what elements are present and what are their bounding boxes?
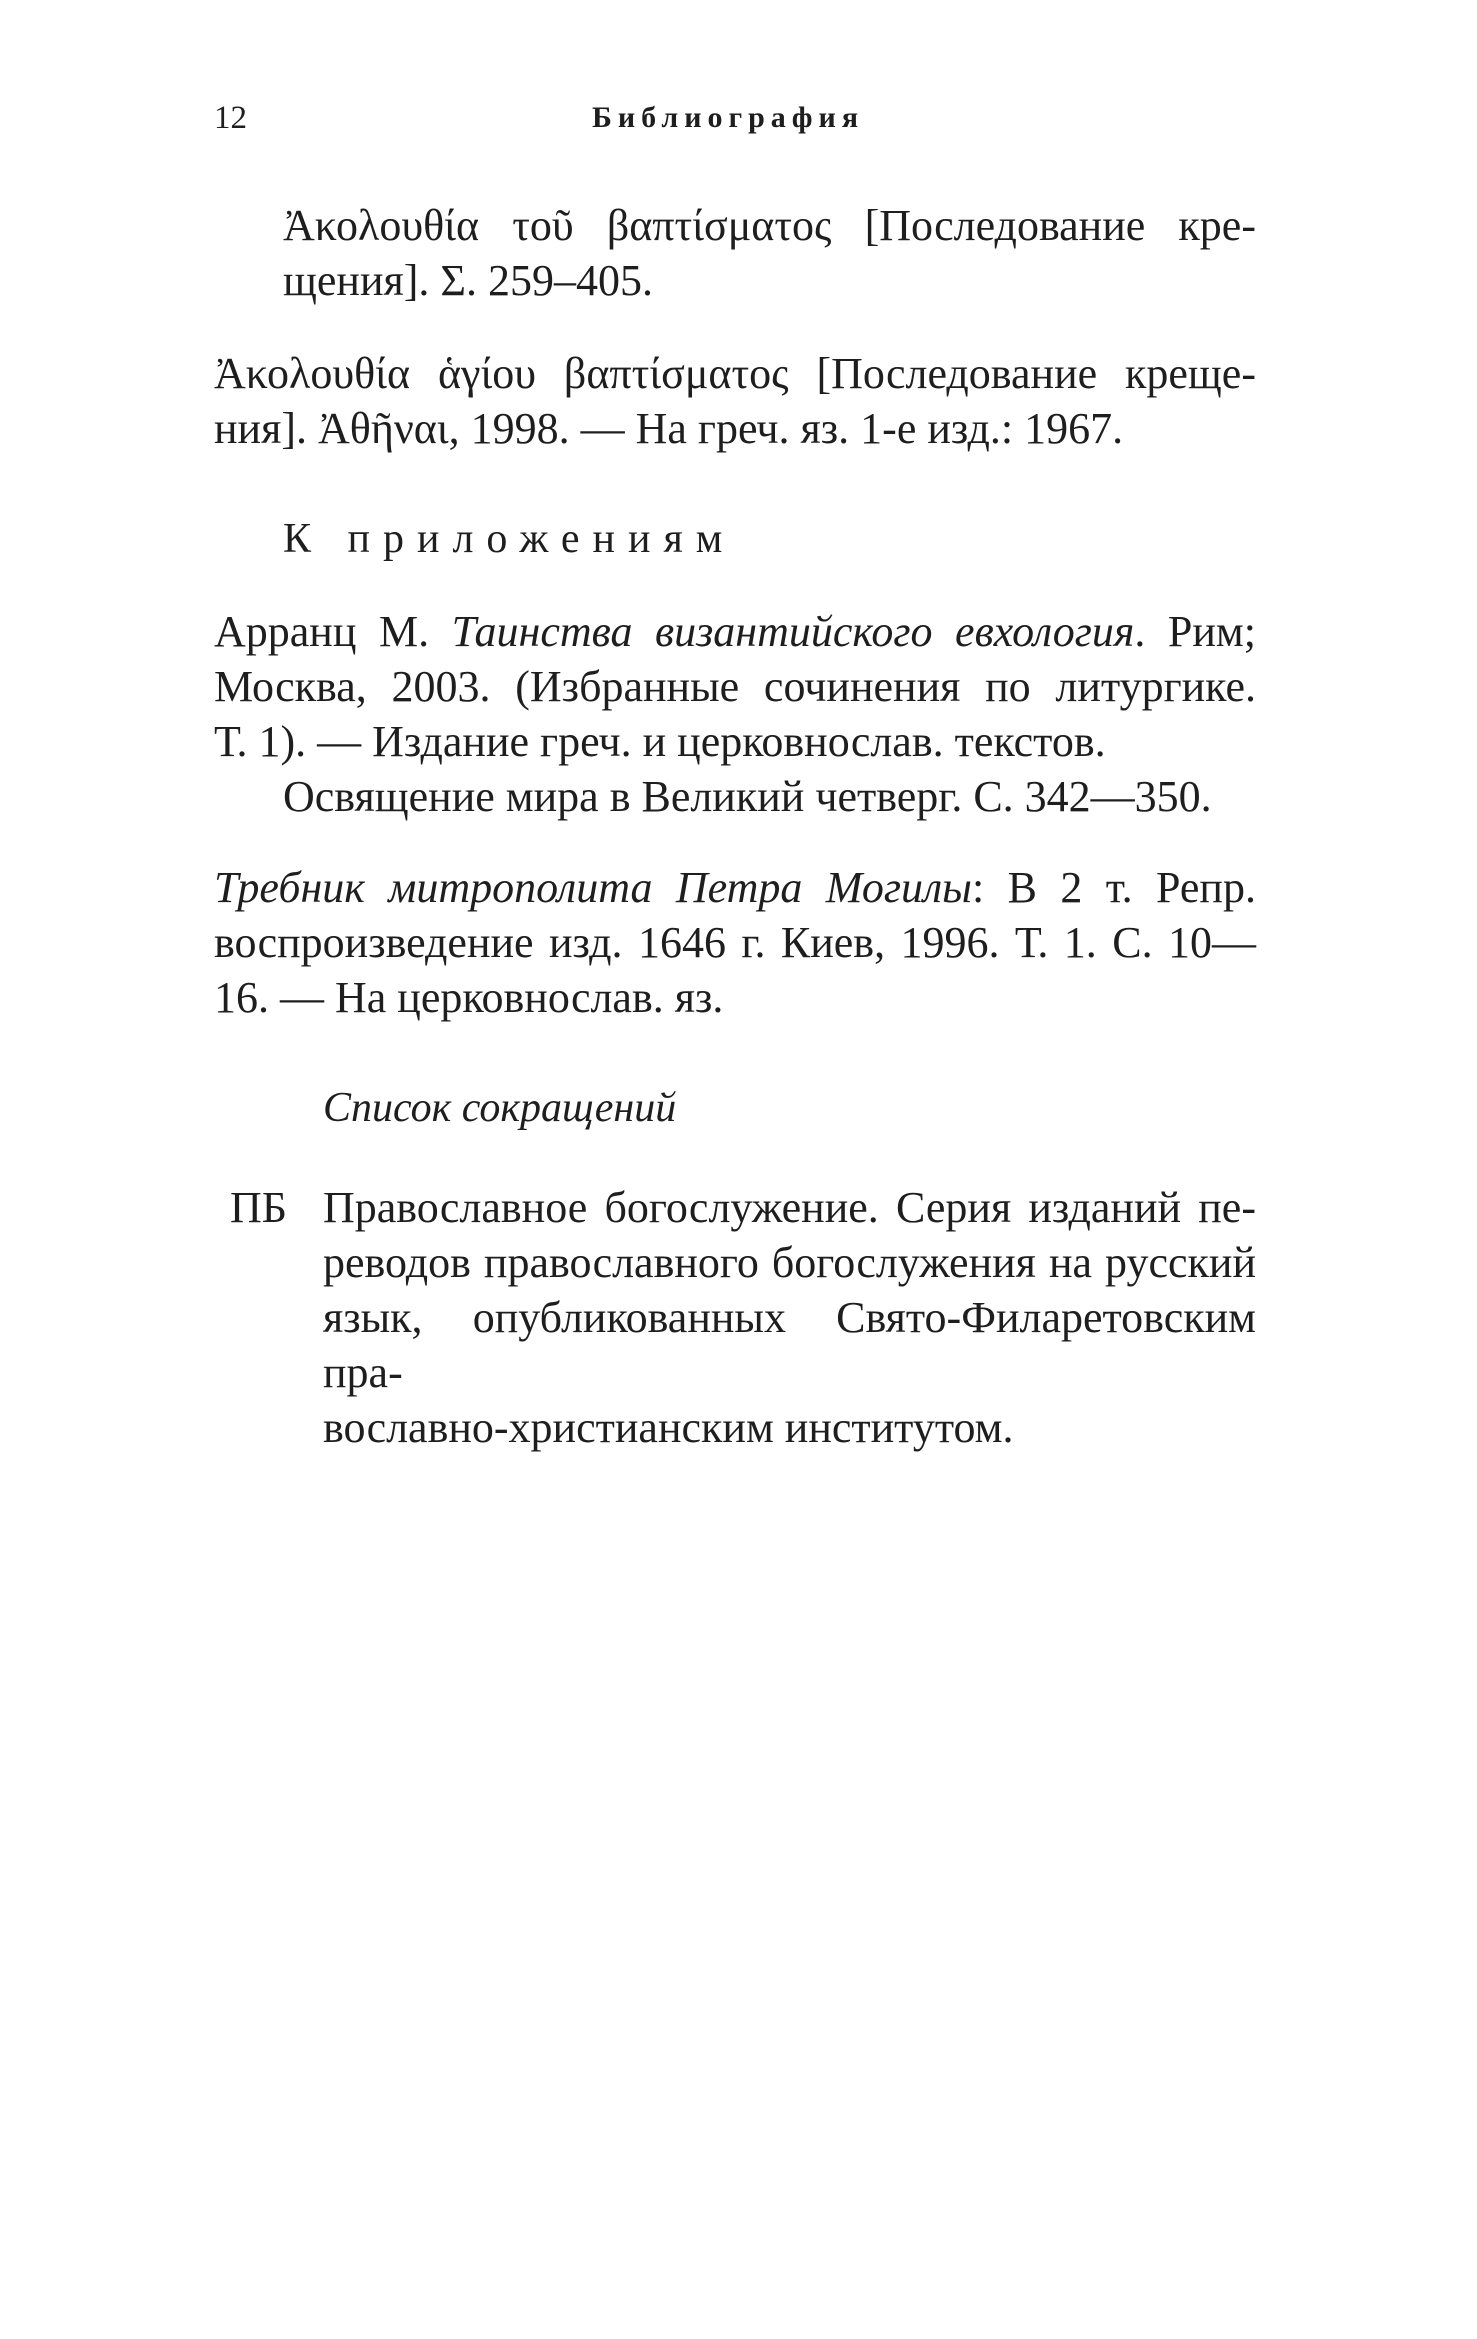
- entry-line-tail: . Рим;: [1134, 607, 1257, 656]
- entry-line: Т. 1). — Издание греч. и церковнослав. текстов.: [214, 717, 1106, 766]
- entry-line: Освящение мира в Великий четверг. С. 342—350.: [283, 772, 1212, 821]
- definition-line: Православное богослужение. Серия изданий пе-: [323, 1183, 1256, 1232]
- definition-line: язык, опубликованных Свято-Филаретовским пра-: [323, 1293, 1256, 1397]
- definition-line: вославно-христианским институтом.: [323, 1403, 1014, 1452]
- appendix-heading: К приложениям: [283, 516, 736, 562]
- entry-line: 16. — На церковнослав. яз.: [214, 973, 724, 1022]
- bibliography-entry: [214, 604, 1256, 824]
- abbreviations-heading: Список сокращений: [323, 1085, 677, 1131]
- entry-line: [214, 604, 1256, 659]
- entry-title: Требник митрополита Петра Могилы: [214, 863, 972, 912]
- entry-line: ния]. Ἀθῆναι, 1998. — На греч. яз. 1-е изд.: 1967.: [214, 404, 1124, 453]
- abbreviation-term: ПБ: [230, 1183, 288, 1232]
- entry-author: Арранц М.: [214, 607, 430, 656]
- entry-line: Ἀκολουθία ἁγίου βαπτίσματος [Последование креще-: [214, 349, 1256, 398]
- entry-title: Таинства византийского евхология: [451, 607, 1135, 656]
- bibliography-entry: [214, 198, 1256, 308]
- entry-line: [214, 860, 1256, 915]
- running-title: Библиография: [592, 101, 865, 134]
- page-number: 12: [214, 100, 247, 136]
- abbreviation-definition: [323, 1180, 1256, 1455]
- bibliography-entry: [214, 346, 1256, 456]
- entry-line: щения]. Σ. 259–405.: [283, 256, 654, 305]
- definition-line: реводов православного богослужения на русский: [323, 1238, 1256, 1287]
- bibliography-entry: [214, 860, 1256, 1025]
- entry-line-tail: : В 2 т. Репр.: [971, 863, 1256, 912]
- entry-line: Москва, 2003. (Избранные сочинения по литургике.: [214, 662, 1256, 711]
- entry-line: Ἀκολουθία τοῦ βαπτίσματος [Последование кре-: [283, 201, 1256, 250]
- entry-line: воспроизведение изд. 1646 г. Киев, 1996. Т. 1. С. 10—: [214, 918, 1256, 967]
